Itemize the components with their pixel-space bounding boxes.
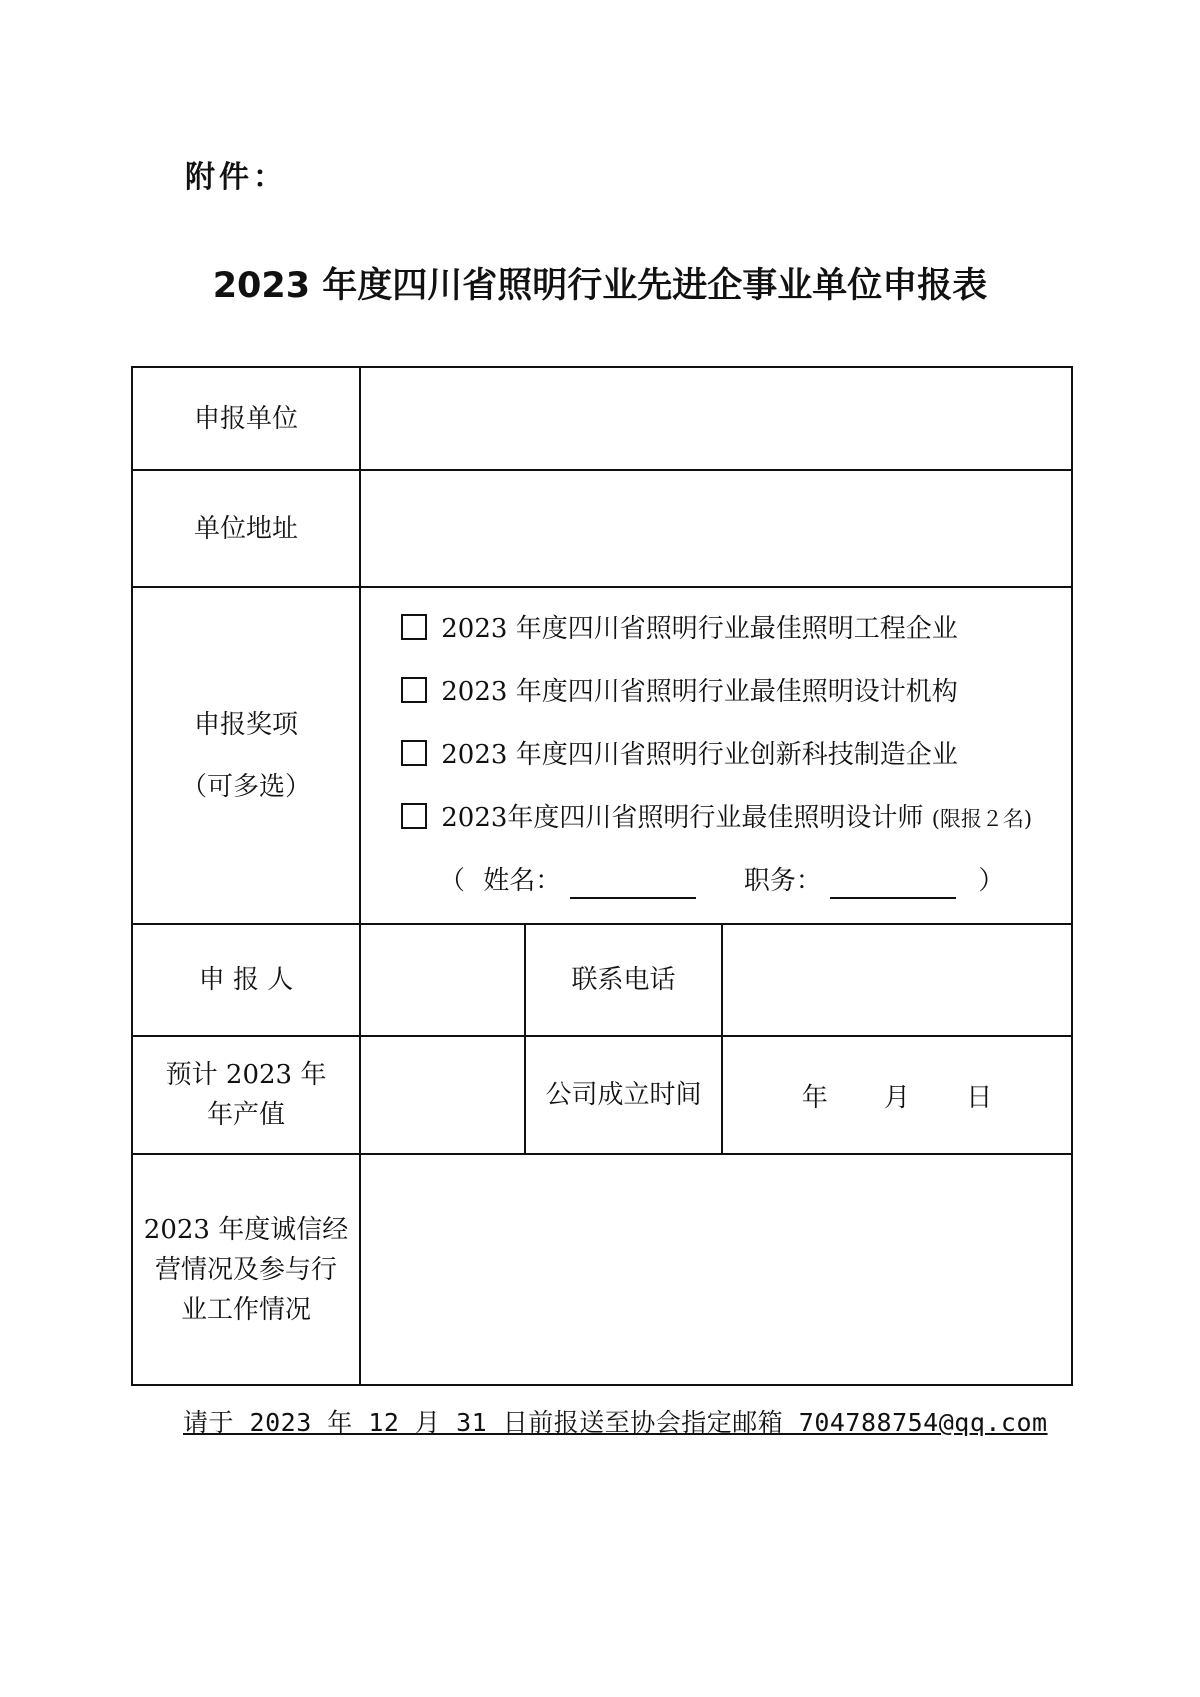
award-option-designer[interactable] <box>401 787 1071 850</box>
row-awards <box>132 587 1072 924</box>
award-option-label: 2023 年度四川省照明行业创新科技制造企业 <box>441 740 958 770</box>
date-day: 日 <box>966 1082 993 1113</box>
award-option-note: (限报２名) <box>931 807 1033 831</box>
name-label: 姓名： <box>483 866 562 896</box>
applicant-input-cell[interactable] <box>360 924 525 1036</box>
position-label: 职务： <box>743 866 822 896</box>
unit-input-cell[interactable] <box>360 367 1072 470</box>
award-option-label: 2023 年度四川省照明行业最佳照明工程企业 <box>441 614 958 644</box>
output-label-line2: 年产值 <box>206 1100 285 1130</box>
award-option-design-agency[interactable] <box>401 661 1071 724</box>
phone-input-cell[interactable] <box>722 924 1072 1036</box>
integrity-label-line2: 营情况及参与行 <box>154 1254 337 1285</box>
award-label-cell <box>132 587 360 924</box>
date-year: 年 <box>801 1082 828 1113</box>
integrity-label-line3: 业工作情况 <box>180 1294 311 1325</box>
attachment-label: 附件： <box>185 160 287 195</box>
award-option-manufacturing[interactable] <box>401 724 1071 787</box>
output-input-cell[interactable] <box>360 1036 525 1154</box>
checkbox-icon[interactable] <box>401 677 427 703</box>
award-label: 申报奖项 <box>193 709 298 740</box>
award-option-engineering[interactable] <box>401 598 1071 661</box>
checkbox-icon[interactable] <box>401 803 427 829</box>
position-blank[interactable] <box>830 865 956 899</box>
row-unit <box>132 367 1072 470</box>
checkbox-icon[interactable] <box>401 614 427 640</box>
applicant-label: 申 报 人 <box>132 924 360 1036</box>
form-title: 2023 年度四川省照明行业先进企事业单位申报表 <box>212 266 988 306</box>
award-sublabel: （可多选） <box>180 771 311 802</box>
founded-label: 公司成立时间 <box>525 1036 722 1154</box>
unit-label: 申报单位 <box>132 367 360 470</box>
checkbox-icon[interactable] <box>401 740 427 766</box>
paren-close: ） <box>978 866 1005 896</box>
integrity-input-cell[interactable] <box>360 1154 1072 1385</box>
integrity-label-cell <box>132 1154 360 1385</box>
output-label-line1: 预计 2023 年 <box>165 1060 327 1090</box>
address-label: 单位地址 <box>132 470 360 587</box>
designer-name-line <box>401 850 1071 913</box>
row-address <box>132 470 1072 587</box>
date-month: 月 <box>884 1082 911 1113</box>
paren-open: （ <box>439 866 466 896</box>
phone-label: 联系电话 <box>525 924 722 1036</box>
submission-note: 请于 2023 年 12 月 31 日前报送至协会指定邮箱 704788754@qq.com <box>183 1408 1048 1437</box>
application-form <box>131 366 1073 1386</box>
row-integrity <box>132 1154 1072 1385</box>
awards-cell <box>360 587 1072 924</box>
row-applicant <box>132 924 1072 1036</box>
integrity-label-line1: 2023 年度诚信经 <box>143 1214 349 1245</box>
award-option-label: 2023年度四川省照明行业最佳照明设计师 <box>441 803 924 833</box>
output-label-cell <box>132 1036 360 1154</box>
row-output <box>132 1036 1072 1154</box>
address-input-cell[interactable] <box>360 470 1072 587</box>
award-option-label: 2023 年度四川省照明行业最佳照明设计机构 <box>441 677 958 707</box>
founded-date-cell[interactable] <box>722 1036 1072 1154</box>
name-blank[interactable] <box>570 865 696 899</box>
